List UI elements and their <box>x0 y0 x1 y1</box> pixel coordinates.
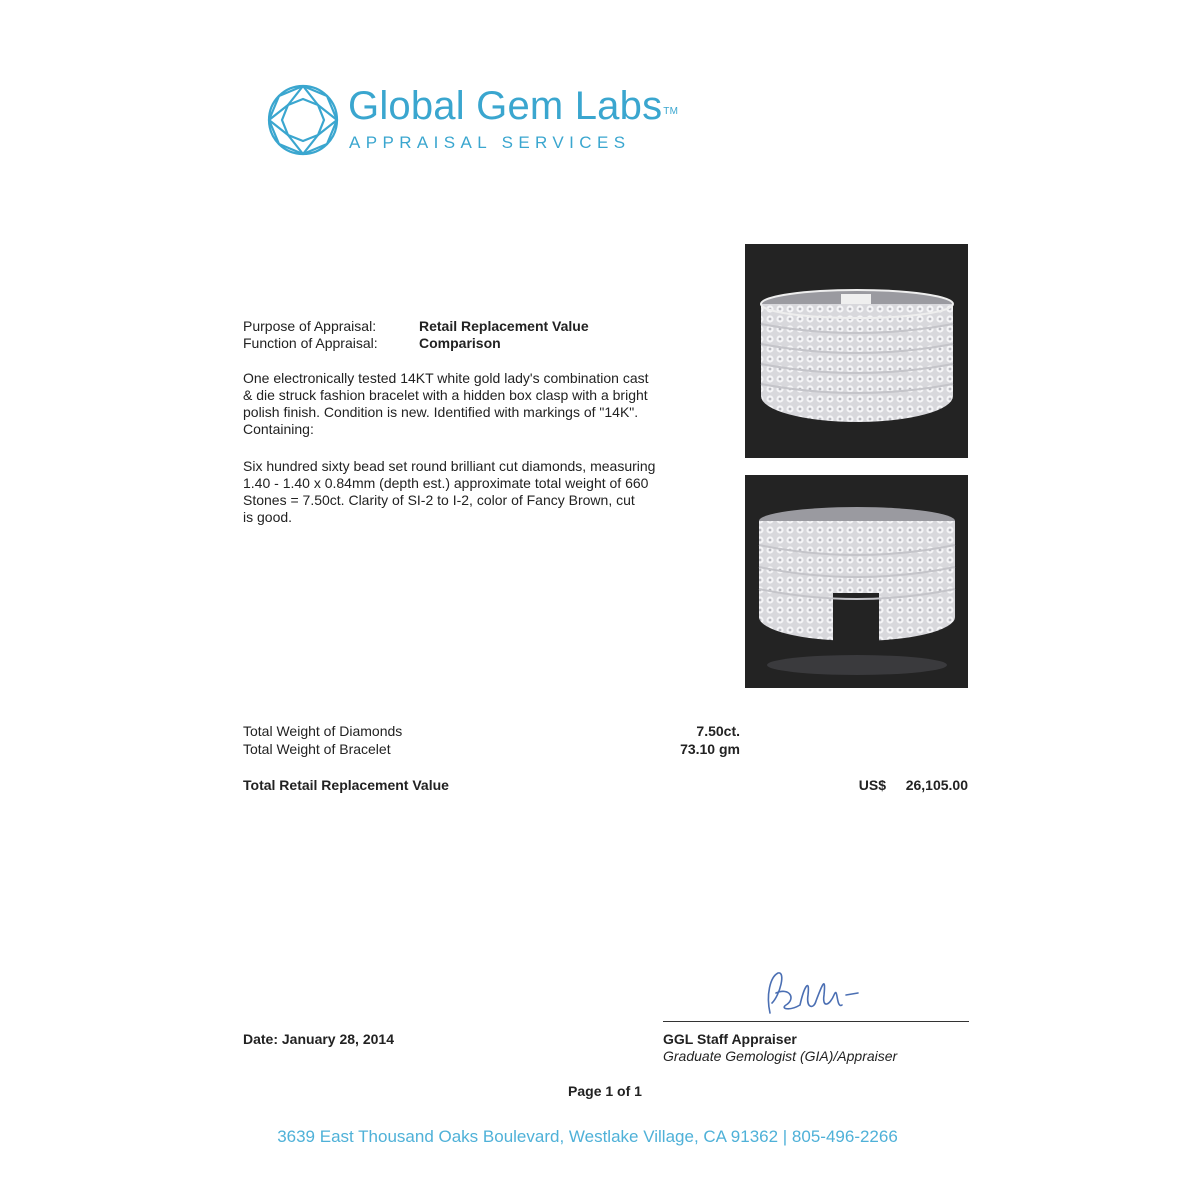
bracelet-weight-label: Total Weight of Bracelet <box>243 741 391 757</box>
brand-subtitle: APPRAISAL SERVICES <box>349 133 631 152</box>
appraisal-date: Date: January 28, 2014 <box>243 1031 394 1047</box>
retail-value-amount: 26,105.00 <box>905 777 968 793</box>
purpose-label: Purpose of Appraisal: <box>243 318 377 334</box>
signature-mark <box>730 965 870 1025</box>
diamonds-weight-label: Total Weight of Diamonds <box>243 723 403 739</box>
bracelet-photo-open <box>745 475 968 688</box>
bracelet-weight-value: 73.10 gm <box>680 741 740 757</box>
diamonds-weight-value: 7.50ct. <box>696 723 740 739</box>
brand-name: Global Gem Labs™ <box>348 84 679 128</box>
signature-line <box>663 1021 969 1022</box>
stones-description: Six hundred sixty bead set round brilliant cut diamonds, measuring 1.40 - 1.40 x 0.84mm (depth est.) approximate total weight of 660 Stones = 7.50ct. Clarity of SI-2 to I-2, color of Fancy Brown, cut is good. <box>243 458 656 525</box>
currency-label: US$ <box>858 777 886 793</box>
function-value: Comparison <box>419 335 501 351</box>
diamond-icon <box>266 83 340 157</box>
page-number: Page 1 of 1 <box>568 1083 642 1099</box>
purpose-value: Retail Replacement Value <box>419 318 589 334</box>
footer-address: 3639 East Thousand Oaks Boulevard, Westlake Village, CA 91362 | 805-496-2266 <box>277 1127 898 1146</box>
bracelet-photo-top <box>745 244 968 458</box>
trademark-mark: TM <box>663 106 679 117</box>
retail-value-label: Total Retail Replacement Value <box>243 777 449 793</box>
appraiser-title: Graduate Gemologist (GIA)/Appraiser <box>663 1048 898 1064</box>
item-description: One electronically tested 14KT white gold lady's combination cast & die struck fashion bracelet with a hidden box clasp with a bright polish finish. Condition is new. Identified with markings of "14K". Containing: <box>243 370 649 437</box>
function-label: Function of Appraisal: <box>243 335 378 351</box>
appraiser-name: GGL Staff Appraiser <box>663 1031 797 1047</box>
